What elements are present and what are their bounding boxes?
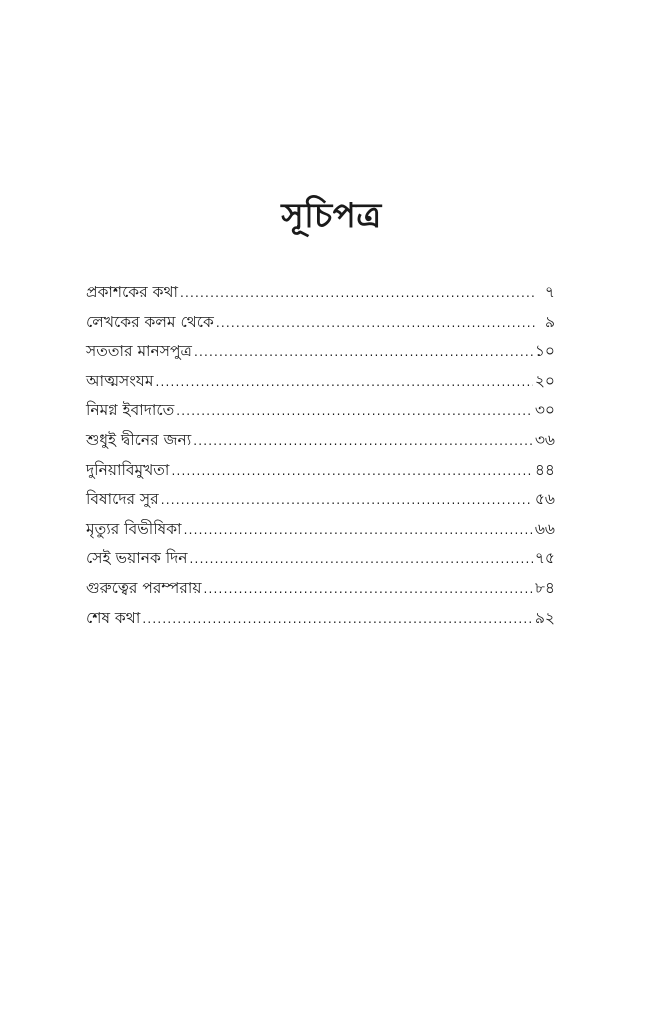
toc-dot-leader [142,605,533,635]
toc-dot-leader [184,516,533,546]
toc-entry [86,337,555,367]
toc-entry-title: লেখকের কলম থেকে [86,312,214,331]
toc-page-number: ৮৪ [534,578,555,597]
toc-dot-leader [194,338,533,368]
toc-entry [86,604,555,634]
toc-page-number: ৩৬ [534,430,555,449]
toc-entry-title: সেই ভয়ানক দিন [86,549,188,568]
toc-entry-title: বিষাদের সুর [86,490,159,509]
toc-dot-leader [193,427,533,457]
toc-entry-title: নিমগ্ন ইবাদাতে [86,401,175,420]
toc-page-number: ৪৪ [534,460,555,479]
toc-entry-title: দুনিয়াবিমুখতা [86,460,170,479]
toc-page-number: ৯ [544,312,555,331]
toc-page-number: ৩০ [534,401,555,420]
toc-entry-title: সততার মানসপুত্র [86,342,192,361]
toc-entry-title: প্রকাশকের কথা [86,283,178,301]
toc-entry [86,515,555,545]
toc-page-number: ১০ [534,342,555,361]
table-of-contents [86,278,555,633]
page-title: সূচিপত্র [281,196,382,236]
toc-entry [86,574,555,604]
toc-page-number: ৭৫ [534,549,555,568]
toc-entry [86,396,555,426]
toc-dot-leader [176,397,533,427]
toc-page-number: ৯২ [534,608,555,627]
toc-entry [86,544,555,574]
toc-entry [86,308,555,338]
toc-entry [86,426,555,456]
toc-entry [86,367,555,397]
toc-dot-leader [155,368,532,398]
toc-page-number: ৭ [544,283,555,301]
toc-dot-leader [216,309,537,339]
toc-entry-title: শুধুই দ্বীনের জন্য [86,430,192,449]
toc-dot-leader [190,545,533,575]
toc-entry-title: শেষ কথা [86,608,141,627]
toc-dot-leader [171,457,532,487]
toc-entry-title: গুরুত্বের পরম্পরায় [86,578,202,597]
toc-page-number: ২০ [534,371,555,390]
toc-entry-title: আত্মসংযম [86,371,154,390]
toc-page-number: ৫৬ [534,490,555,509]
toc-entry [86,485,555,515]
toc-dot-leader [180,279,537,309]
toc-page-number: ৬৬ [534,519,555,538]
toc-entry-title: মৃত্যুর বিভীষিকা [86,519,182,538]
toc-dot-leader [204,575,533,605]
toc-dot-leader [161,486,533,516]
toc-entry [86,278,555,308]
toc-entry [86,456,555,486]
